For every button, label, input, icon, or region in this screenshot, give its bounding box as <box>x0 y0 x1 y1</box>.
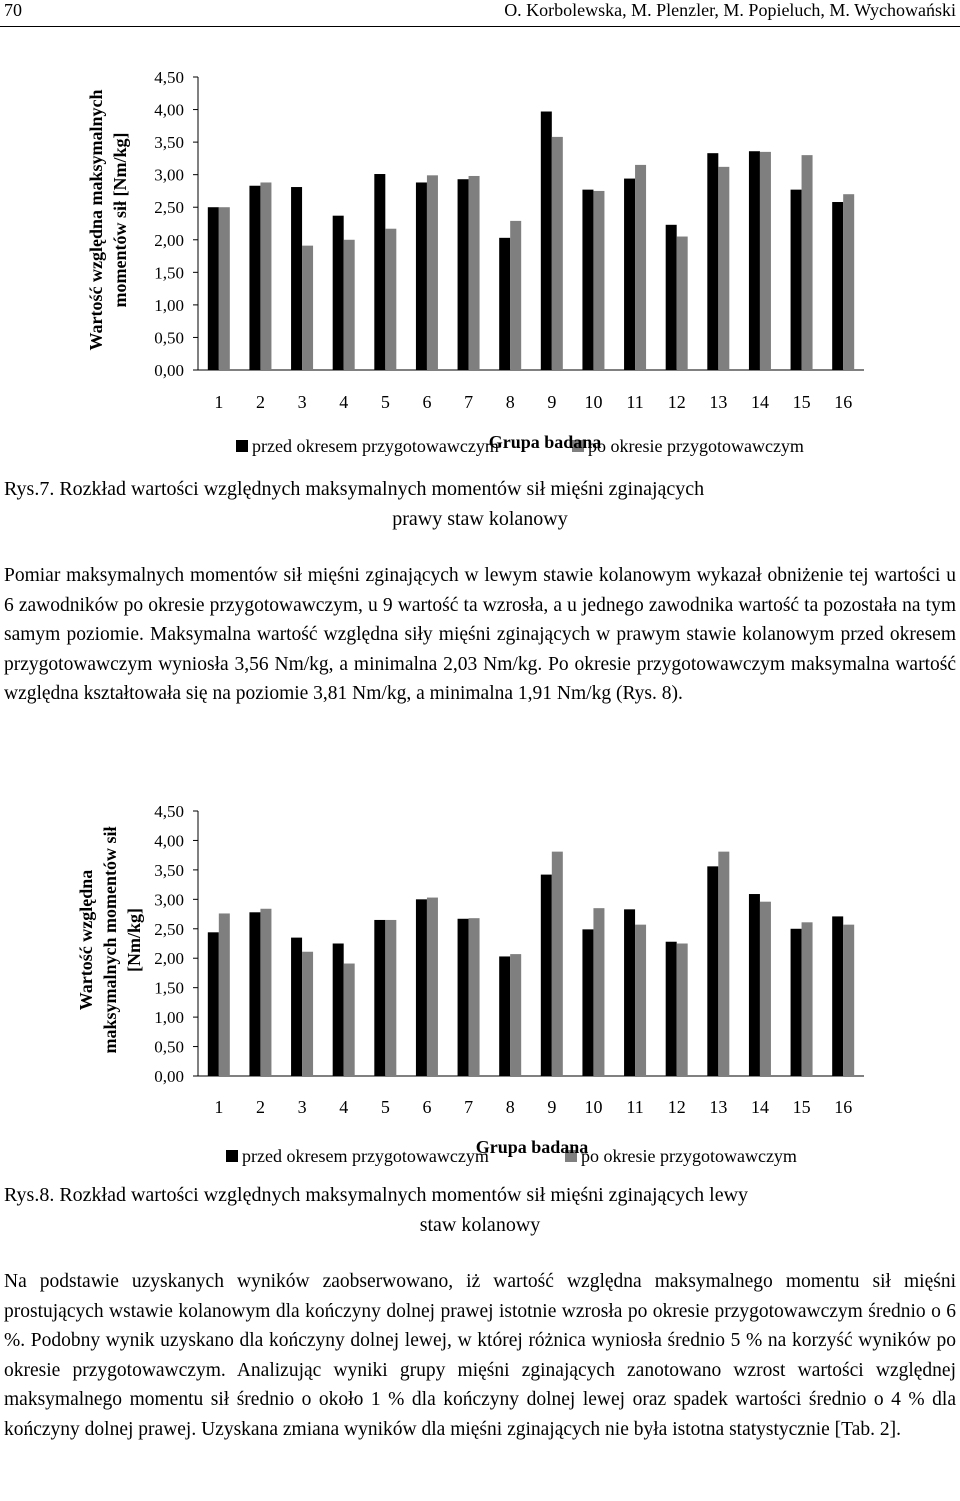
bar-before <box>749 894 760 1076</box>
y-tick-label: 2,00 <box>154 949 184 969</box>
bar-before <box>291 938 302 1076</box>
x-tick-label: 3 <box>297 392 307 412</box>
figure-7-caption-line2: prawy staw kolanowy <box>392 508 568 530</box>
bar-after <box>677 237 688 370</box>
y-tick-label: 1,50 <box>154 263 184 283</box>
bar-after <box>302 246 313 370</box>
bar-before <box>374 920 385 1076</box>
bar-after <box>427 898 438 1076</box>
bar-after <box>718 852 729 1076</box>
x-tick-label: 4 <box>339 1097 349 1117</box>
x-axis-title: Grupa badana <box>488 432 602 452</box>
body-paragraph-1: Pomiar maksymalnych momentów sił mięśni zginających w lewym stawie kolanowym wykazał obniżenie tej wartości u 6 zawodników po okresie przygotowawczym, u 9 wartość ta wzrosła, a u jednego zawodnika wartość ta pozostała na tym samym poziomie. Maksymalna wartość względna siły mięśni zginających w prawym stawie kolanowym przed okresem przygotowawczym wyniosła 3,56 Nm/kg, a minimalna 2,03 Nm/kg. Po okresie przygotowawczym maksymalna wartość względna kształtowała się na poziomie 3,81 Nm/kg, a minimalna 1,91 Nm/kg (Rys. 8). <box>4 565 956 704</box>
legend-label-before: przed okresem przygotowawczym <box>252 436 499 456</box>
y-tick-label: 4,00 <box>154 831 184 851</box>
x-tick-label: 12 <box>667 392 686 412</box>
bar-after <box>260 182 271 370</box>
bar-after <box>260 909 271 1076</box>
y-tick-label: 4,00 <box>154 100 184 120</box>
legend-label-after: po okresie przygotowawczym <box>588 436 804 456</box>
y-axis-title-line: momentów sił [Nm/kg] <box>110 132 130 308</box>
bar-before <box>541 875 552 1076</box>
x-tick-label: 5 <box>380 1097 390 1117</box>
bar-before <box>666 942 677 1076</box>
x-tick-label: 4 <box>339 392 349 412</box>
bar-before <box>582 929 593 1076</box>
bar-after <box>385 920 396 1076</box>
x-tick-label: 6 <box>422 392 432 412</box>
y-tick-label: 1,00 <box>154 295 184 315</box>
bar-before <box>707 866 718 1076</box>
bar-before <box>832 916 843 1076</box>
x-tick-label: 10 <box>584 392 603 412</box>
bar-before <box>624 909 635 1076</box>
x-tick-label: 16 <box>834 1097 853 1117</box>
bar-before <box>499 238 510 370</box>
y-axis-title-line: maksymalnych momentów sił <box>100 826 120 1054</box>
bar-after <box>552 852 563 1076</box>
bar-after <box>760 902 771 1076</box>
bar-after <box>635 165 646 370</box>
bar-before <box>291 187 302 370</box>
y-tick-label: 2,50 <box>154 198 184 218</box>
x-tick-label: 11 <box>626 392 644 412</box>
y-tick-label: 4,50 <box>154 68 184 87</box>
x-axis-title: Grupa badana <box>475 1137 589 1157</box>
bar-before <box>208 207 219 370</box>
bar-before <box>707 153 718 370</box>
bar-before <box>416 182 427 370</box>
x-tick-label: 3 <box>297 1097 307 1117</box>
y-tick-label: 0,50 <box>154 328 184 348</box>
bar-before <box>458 919 469 1076</box>
bar-after <box>469 176 480 370</box>
bar-after <box>552 137 563 370</box>
x-tick-label: 15 <box>792 392 811 412</box>
bar-after <box>302 952 313 1076</box>
x-tick-label: 16 <box>834 392 853 412</box>
bar-before <box>791 929 802 1076</box>
bar-after <box>219 913 230 1076</box>
figure-7-chart <box>0 60 960 480</box>
page-header <box>0 0 960 27</box>
x-tick-label: 7 <box>464 1097 474 1117</box>
x-tick-label: 8 <box>505 392 515 412</box>
y-tick-label: 3,50 <box>154 133 184 153</box>
figure-7-caption-label: Rys.7. <box>4 478 55 500</box>
bar-before <box>374 174 385 370</box>
bar-after <box>593 908 604 1076</box>
x-tick-label: 2 <box>255 1097 265 1117</box>
bar-after <box>593 191 604 370</box>
bar-before <box>832 202 843 370</box>
page-number: 70 <box>4 0 22 20</box>
bar-after <box>510 221 521 370</box>
y-tick-label: 3,00 <box>154 890 184 910</box>
bar-after <box>635 925 646 1076</box>
y-tick-label: 3,00 <box>154 165 184 185</box>
y-tick-label: 0,00 <box>154 361 184 380</box>
legend-label-before: przed okresem przygotowawczym <box>242 1146 489 1166</box>
figure-8-caption-line2: staw kolanowy <box>419 1214 541 1236</box>
bar-after <box>510 954 521 1076</box>
bar-before <box>749 151 760 370</box>
bar-before <box>791 190 802 370</box>
bar-after <box>760 152 771 370</box>
legend-swatch-before <box>226 1150 238 1162</box>
x-tick-label: 8 <box>505 1097 515 1117</box>
x-tick-label: 13 <box>709 1097 728 1117</box>
x-tick-label: 9 <box>547 1097 557 1117</box>
y-axis-title <box>76 826 144 1053</box>
bar-before <box>582 190 593 370</box>
bar-before <box>458 179 469 370</box>
y-tick-label: 0,00 <box>154 1067 184 1086</box>
y-axis-title <box>86 90 130 351</box>
bar-after <box>344 240 355 370</box>
legend-label-after: po okresie przygotowawczym <box>581 1146 797 1166</box>
x-tick-label: 1 <box>214 392 224 412</box>
y-tick-label: 0,50 <box>154 1037 184 1057</box>
y-tick-label: 3,50 <box>154 860 184 880</box>
x-tick-label: 12 <box>667 1097 686 1117</box>
bar-after <box>718 167 729 370</box>
bar-before <box>249 912 260 1076</box>
x-tick-label: 14 <box>750 392 769 412</box>
y-tick-label: 2,00 <box>154 230 184 250</box>
x-tick-label: 13 <box>709 392 728 412</box>
bar-before <box>249 186 260 370</box>
y-tick-label: 4,50 <box>154 802 184 821</box>
x-tick-label: 2 <box>255 392 265 412</box>
bar-after <box>802 922 813 1076</box>
bar-before <box>499 956 510 1076</box>
legend-swatch-before <box>236 440 248 452</box>
bar-after <box>843 925 854 1076</box>
x-tick-label: 14 <box>750 1097 769 1117</box>
bar-before <box>208 932 219 1076</box>
x-tick-label: 9 <box>547 392 557 412</box>
bar-before <box>541 112 552 370</box>
bar-after <box>344 964 355 1076</box>
figure-8-caption-line1: Rys.8. Rozkład wartości względnych maksymalnych momentów sił mięśni zginających lewy <box>4 1184 749 1206</box>
bar-before <box>624 179 635 370</box>
y-axis-title-line: [Nm/kg] <box>124 908 144 972</box>
bar-before <box>333 216 344 370</box>
bar-before <box>416 899 427 1076</box>
bar-after <box>427 175 438 370</box>
body-paragraph-2: Na podstawie uzyskanych wyników zaobserwowano, iż wartość względna maksymalnego momentu sił mięśni prostujących wstawie kolanowym dla kończyny dolnej prawej istotnie wzrosła po okresie przygotowawczym średnio o 6 %. Podobny wynik uzyskano dla kończyny dolnej lewej, w której różnica wyniosła średnio 5 % na korzyść wyników po okresie przygotowawczym. Analizując wyniki grupy mięśni zginających zanotowano wzrost wartości względnej maksymalnego momentu sił średnio o około 1 % dla kończyny dolnej lewej oraz spadek wartości średnio o 4 % dla kończyny dolnej prawej. Uzyskana zmiana wyników dla mięśni zginających nie była istotna statystycznie [Tab. 2]. <box>4 1271 956 1440</box>
y-tick-label: 2,50 <box>154 919 184 939</box>
figure-8-chart <box>0 795 960 1180</box>
x-tick-label: 6 <box>422 1097 432 1117</box>
figure-7-caption <box>0 474 960 534</box>
figure-8-caption <box>0 1180 960 1240</box>
y-axis-title-line: Wartość względna <box>76 869 96 1011</box>
running-head-authors: O. Korbolewska, M. Plenzler, M. Popieluch, M. Wychowański <box>504 0 956 20</box>
y-axis-title-line: Wartość względna maksymalnych <box>86 89 106 351</box>
bar-before <box>666 225 677 370</box>
bar-after <box>802 155 813 370</box>
bar-after <box>469 918 480 1076</box>
x-tick-label: 11 <box>626 1097 644 1117</box>
x-tick-label: 15 <box>792 1097 811 1117</box>
figure-7-caption-text: Rozkład wartości względnych maksymalnych momentów sił mięśni zginających <box>59 478 705 500</box>
x-tick-label: 7 <box>464 392 474 412</box>
bar-after <box>385 229 396 370</box>
y-tick-label: 1,00 <box>154 1008 184 1028</box>
y-tick-label: 1,50 <box>154 978 184 998</box>
x-tick-label: 10 <box>584 1097 603 1117</box>
bar-after <box>677 944 688 1077</box>
bar-after <box>219 207 230 370</box>
x-tick-label: 1 <box>214 1097 224 1117</box>
bar-after <box>843 194 854 370</box>
bar-before <box>333 944 344 1077</box>
x-tick-label: 5 <box>380 392 390 412</box>
